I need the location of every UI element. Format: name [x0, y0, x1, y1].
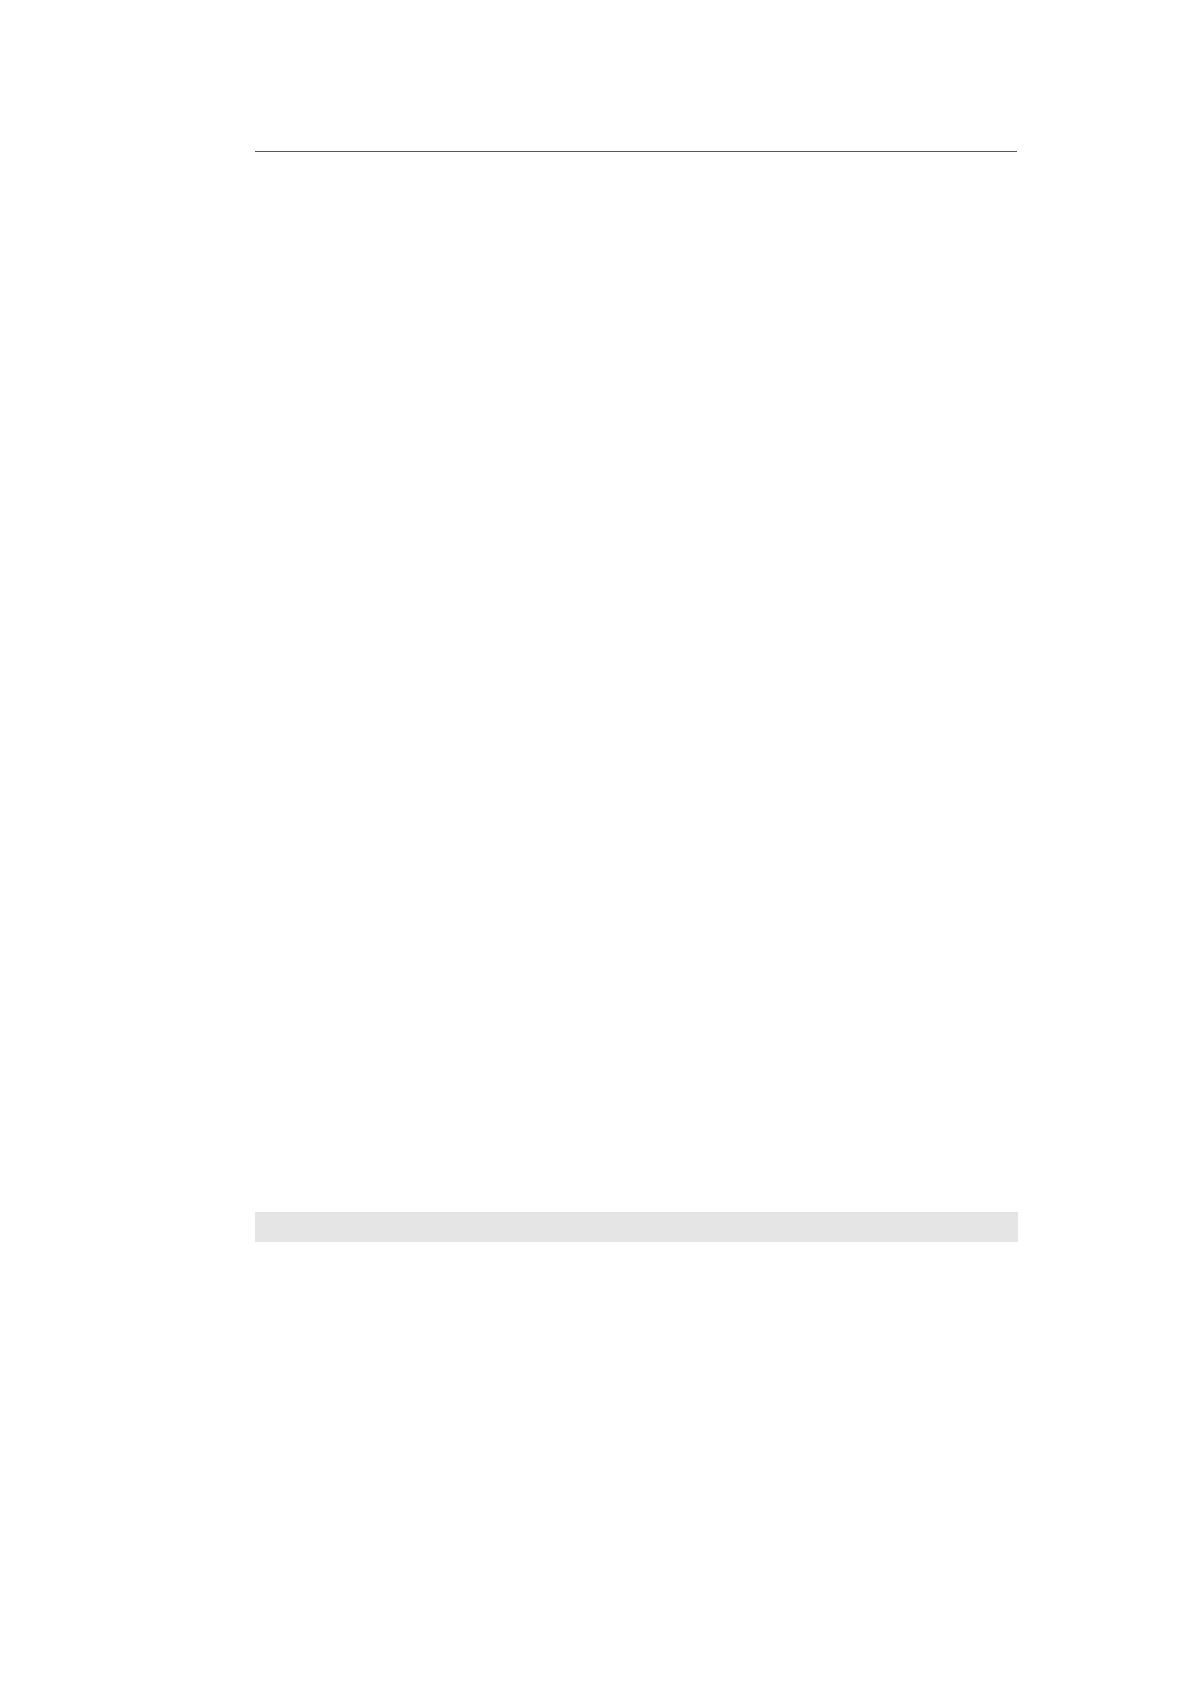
legend-swatch-revenue: [255, 1092, 272, 1109]
legend-item-rnd: [255, 1132, 284, 1149]
legend-swatch-cogs: [553, 1132, 570, 1149]
legend-item-cogs: [553, 1132, 582, 1149]
legend-item-revenue: [255, 1092, 284, 1109]
legend-swatch-sga: [553, 1092, 570, 1109]
source-box: [255, 1212, 1018, 1242]
legend-item-sga: [553, 1092, 582, 1109]
legend-swatch-rnd: [255, 1132, 272, 1149]
page-footer: [229, 1613, 243, 1626]
